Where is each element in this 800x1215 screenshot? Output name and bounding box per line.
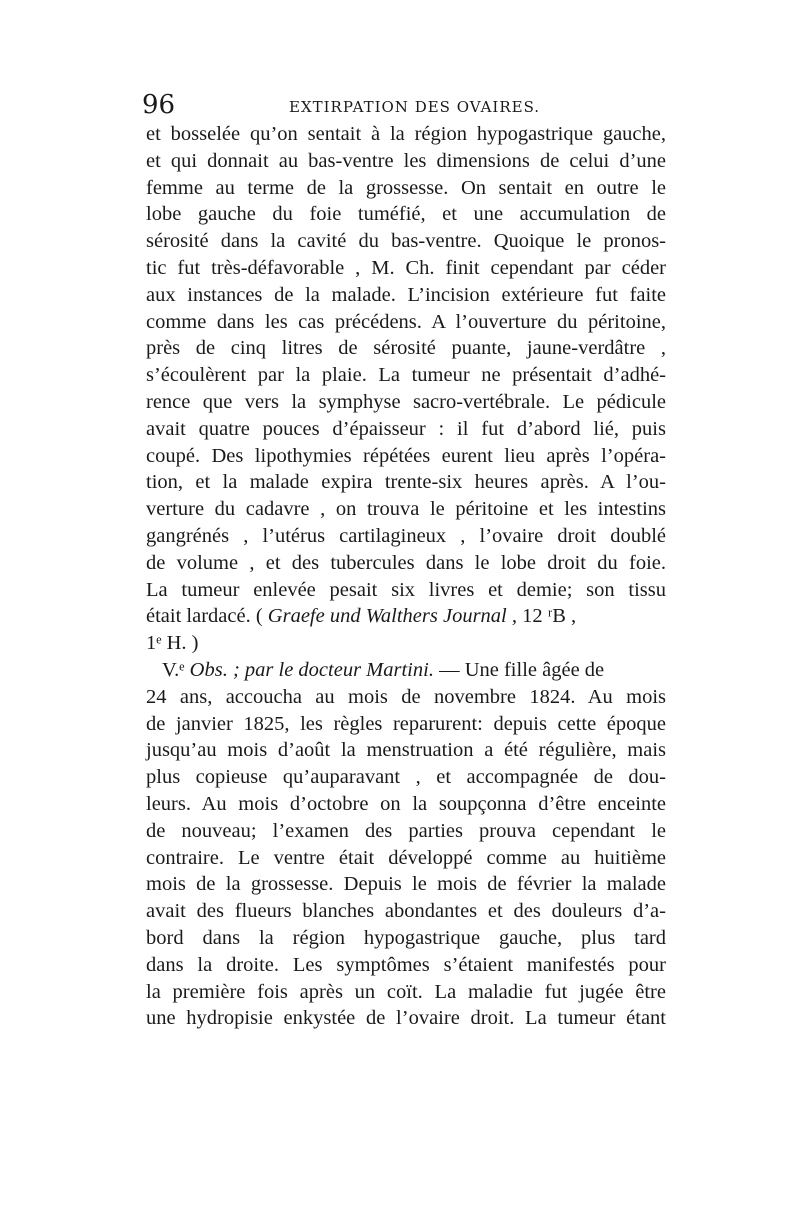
text-line: une hydropisie enkystée de l’ovaire droit. La tumeur étant [146,1007,666,1030]
text-line: comme dans les cas précédens. A l’ouverture du péritoine, [146,310,666,333]
text-line: tion, et la malade expira trente-six heures après. A l’ou- [146,471,666,494]
citation-volume: 12 ʳB , [517,605,577,628]
text-line: avait des flueurs blanches abondantes et des douleurs d’a- [146,900,666,923]
text-line: tic fut très-défavorable , M. Ch. finit cependant par céder [146,256,666,279]
citation-line [146,603,666,630]
text-line: lobe gauche du foie tuméfié, et une accumulation de [146,203,666,226]
observation-heading [146,657,666,684]
observation-label: V.ᵉ [162,658,185,681]
text-line: aux instances de la malade. L’incision extérieure fut faite [146,283,666,306]
text-line: avait quatre pouces d’épaisseur : il fut d’abord lié, puis [146,417,666,440]
text-line: et qui donnait au bas-ventre les dimensions de celui d’une [146,149,666,172]
text-line: près de cinq litres de sérosité puante, jaune-verdâtre , [146,337,666,360]
text-line: jusqu’au mois d’août la menstruation a été régulière, mais [146,739,666,762]
citation-line: 1ᵉ H. ) [146,632,199,655]
text-line: la première fois après un coït. La maladie fut jugée être [146,980,666,1003]
text-line: de janvier 1825, les règles reparurent: depuis cette époque [146,712,666,735]
citation-lead: était lardacé. ( [146,605,268,628]
text-line: s’écoulèrent par la plaie. La tumeur ne présentait d’adhé- [146,364,666,387]
observation-title: Obs. ; par le docteur Martini. [189,658,434,681]
text-line: verture du cadavre , on trouva le péritoine et les intestins [146,498,666,521]
text-line: rence que vers la symphyse sacro-vertébrale. Le pédicule [146,390,666,413]
page-number: 96 [142,90,176,120]
text-line: sérosité dans la cavité du bas-ventre. Quoique le pronos- [146,230,666,253]
text-line: La tumeur enlevée pesait six livres et demie; son tissu [146,578,666,601]
text-line: de nouveau; l’examen des parties prouva cependant le [146,819,666,842]
text-line: contraire. Le ventre était développé comme au huitième [146,846,666,869]
text-line: plus copieuse qu’auparavant , et accompagnée de dou- [146,766,666,789]
text-line: bord dans la région hypogastrique gauche, plus tard [146,926,666,949]
text-line: et bosselée qu’on sentait à la région hypogastrique gauche, [146,123,666,145]
text-line: dans la droite. Les symptômes s’étaient manifestés pour [146,953,666,976]
text-line: de volume , et des tubercules dans le lobe droit du foie. [146,551,666,574]
observation-intro: — Une fille âgée de [433,658,605,681]
text-line: coupé. Des lipothymies répétées eurent lieu après l’opéra- [146,444,666,467]
body-text [146,121,666,1032]
text-line: leurs. Au mois d’octobre on la soupçonna d’être enceinte [146,792,666,815]
text-line: 24 ans, accoucha au mois de novembre 1824. Au mois [146,685,666,708]
journal-title: Graefe und Walthers Journal , [267,605,517,628]
running-title: EXTIRPATION DES OVAIRES. [289,98,541,116]
text-line: femme au terme de la grossesse. On sentait en outre le [146,176,666,199]
text-line: mois de la grossesse. Depuis le mois de février la malade [146,873,666,896]
text-line: gangrénés , l’utérus cartilagineux , l’ovaire droit doublé [146,524,666,547]
